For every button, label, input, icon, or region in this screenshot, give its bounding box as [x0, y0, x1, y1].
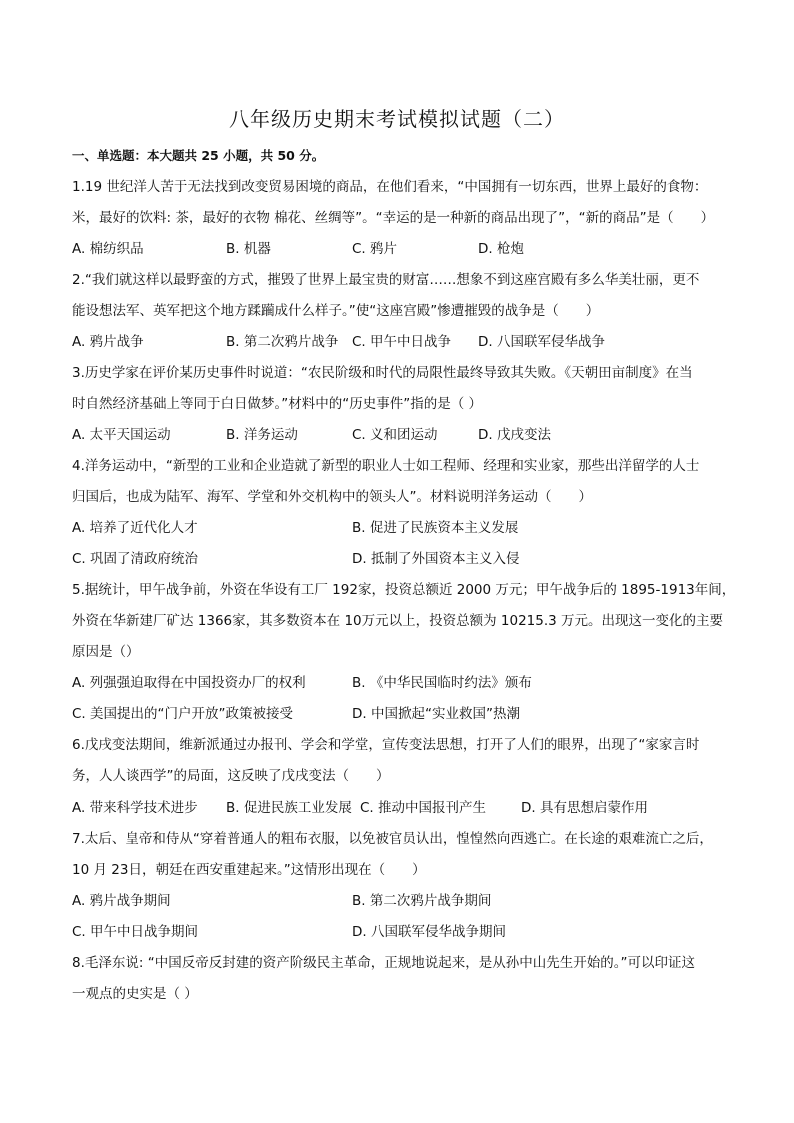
- question-6-option-b: B. 促进民族工业发展: [226, 800, 352, 816]
- question-1-option-b: B. 机器: [226, 241, 271, 257]
- question-1-option-c: C. 鸦片: [352, 241, 398, 257]
- question-2-option-b: B. 第二次鸦片战争: [226, 334, 339, 350]
- question-2-line-2: 能设想法军、英军把这个地方蹂躏成什么样子。”使“这座宫殿”惨遭摧毁的战争是（ ）: [72, 303, 600, 319]
- question-4-line-2: 归国后，也成为陆军、海军、学堂和外交机构中的领头人”。材料说明洋务运动（ ）: [72, 489, 592, 505]
- question-7-line-2: 10 月 23日，朝廷在西安重建起来。”这情形出现在（ ）: [72, 862, 426, 878]
- question-4-option-b: B. 促进了民族资本主义发展: [352, 520, 519, 536]
- question-8-line-1: 8.毛泽东说: “中国反帝反封建的资产阶级民主革命，正规地说起来，是从孙中山先生开始的。”可以印证这: [72, 955, 695, 971]
- question-4-option-d: D. 抵制了外国资本主义入侵: [352, 551, 520, 567]
- question-4-option-a: A. 培养了近代化人才: [72, 520, 198, 536]
- question-1-option-a: A. 棉纺织品: [72, 241, 144, 257]
- question-6-option-c: C. 推动中国报刊产生: [360, 800, 487, 816]
- question-3-option-c: C. 义和团运动: [352, 427, 438, 443]
- question-6-line-2: 务，人人谈西学”的局面，这反映了戊戌变法（ ）: [72, 768, 390, 784]
- question-7-option-a: A. 鸦片战争期间: [72, 893, 171, 909]
- question-2-option-d: D. 八国联军侵华战争: [478, 334, 605, 350]
- question-3-line-2: 时自然经济基础上等同于白日做梦。”材料中的“历史事件”指的是（ ）: [72, 396, 483, 412]
- question-7-option-b: B. 第二次鸦片战争期间: [352, 893, 492, 909]
- question-5-option-a: A. 列强强迫取得在中国投资办厂的权利: [72, 675, 306, 691]
- page-title: 八年级历史期末考试模拟试题（二）: [229, 107, 565, 131]
- question-5-line-1: 5.据统计，甲午战争前，外资在华设有工厂 192家，投资总额近 2000 万元；甲午战争后的 1895-1913年间，: [72, 582, 736, 598]
- section-heading: 一、单选题：本大题共 25 小题，共 50 分。: [72, 148, 325, 163]
- question-2-line-1: 2.“我们就这样以最野蛮的方式，摧毁了世界上最宝贵的财富……想象不到这座宫殿有多么华美壮丽，更不: [72, 272, 700, 288]
- question-7-line-1: 7.太后、皇帝和侍从“穿着普通人的粗布衣服，以免被官员认出，惶惶然向西逃亡。在长途的艰难流亡之后，: [72, 831, 713, 847]
- question-5-line-3: 原因是（）: [72, 644, 140, 660]
- question-5-option-b: B. 《中华民国临时约法》颁布: [352, 675, 532, 691]
- question-6-option-d: D. 具有思想启蒙作用: [521, 800, 648, 816]
- question-8-line-2: 一观点的史实是（ ）: [72, 986, 198, 1002]
- question-1-line-2: 米，最好的饮料: 茶，最好的衣物 棉花、丝绸等”。“幸运的是一种新的商品出现了”，“新的商品”是（ ）: [72, 210, 715, 226]
- question-3-option-a: A. 太平天国运动: [72, 427, 171, 443]
- question-5-line-2: 外资在华新建厂矿达 1366家，其多数资本在 10万元以上，投资总额为 10215.3 万元。出现这一变化的主要: [72, 613, 724, 629]
- question-7-option-d: D. 八国联军侵华战争期间: [352, 924, 506, 940]
- question-6-line-1: 6.戊戌变法期间，维新派通过办报刊、学会和学堂，宣传变法思想，打开了人们的眼界，出现了“家家言时: [72, 737, 700, 753]
- question-3-option-d: D. 戊戌变法: [478, 427, 551, 443]
- question-7-option-c: C. 甲午中日战争期间: [72, 924, 199, 940]
- question-3-line-1: 3.历史学家在评价某历史事件时说道：“农民阶级和时代的局限性最终导致其失败。《天朝田亩制度》在当: [72, 365, 693, 381]
- question-6-option-a: A. 带来科学技术进步: [72, 800, 198, 816]
- question-5-option-c: C. 美国提出的“门户开放”政策被接受: [72, 706, 293, 722]
- question-1-option-d: D. 枪炮: [478, 241, 524, 257]
- question-2-option-a: A. 鸦片战争: [72, 334, 144, 350]
- question-4-line-1: 4.洋务运动中，“新型的工业和企业造就了新型的职业人士如工程师、经理和实业家，那些出洋留学的人士: [72, 458, 700, 474]
- question-2-option-c: C. 甲午中日战争: [352, 334, 452, 350]
- question-5-option-d: D. 中国掀起“实业救国”热潮: [352, 706, 520, 722]
- question-1-line-1: 1.19 世纪洋人苦于无法找到改变贸易困境的商品，在他们看来，“中国拥有一切东西，世界上最好的食物：: [72, 179, 708, 195]
- question-3-option-b: B. 洋务运动: [226, 427, 298, 443]
- question-4-option-c: C. 巩固了清政府统治: [72, 551, 199, 567]
